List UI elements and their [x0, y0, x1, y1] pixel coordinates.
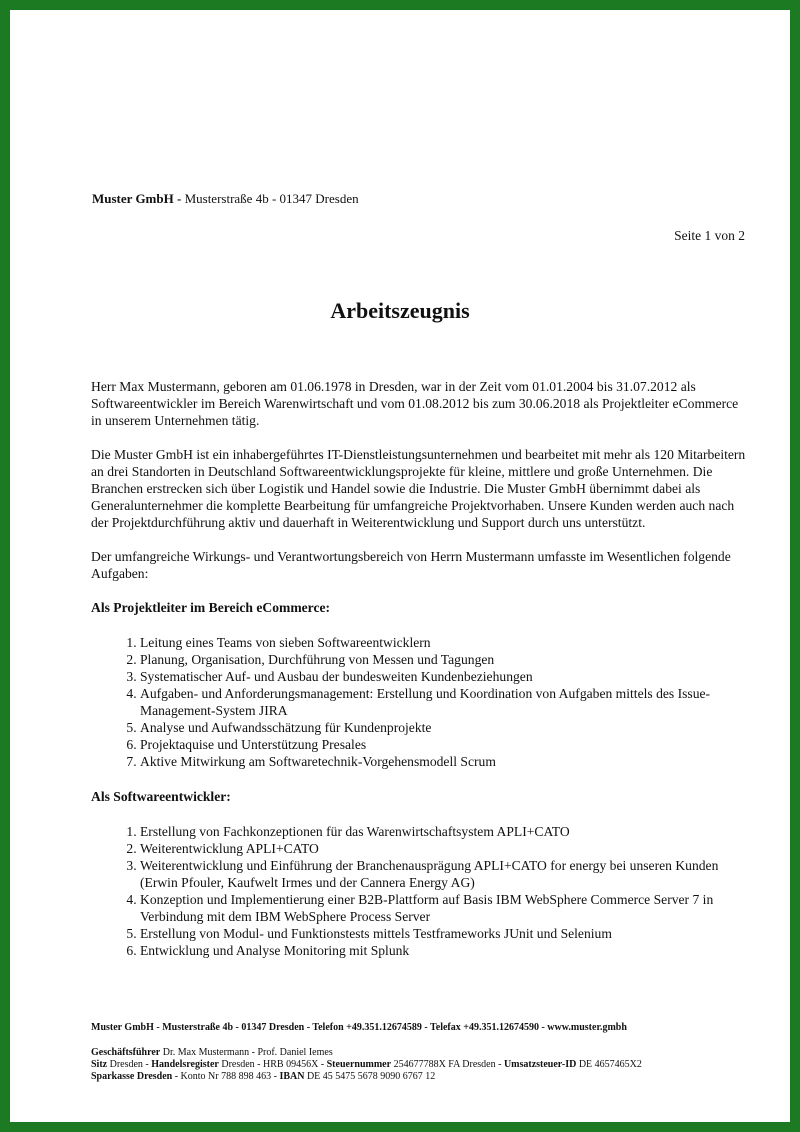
- sender-company: Muster GmbH: [92, 191, 174, 206]
- footer-label: Steuernummer: [326, 1059, 392, 1070]
- footer-bank-line: [91, 1071, 642, 1083]
- footer-value: DE 45 5475 5678 9090 6767 12: [304, 1071, 436, 1082]
- footer-label: Sitz: [91, 1059, 108, 1070]
- intro-paragraph: Herr Max Mustermann, geboren am 01.06.1978 in Dresden, war in der Zeit vom 01.01.2004 bis 31.07.2012 als Softwareentwickler im Bereich Warenwirtschaft und vom 01.08.2012 bis zum 30.06.2018 als Projektleiter eCommerce in unserem Unternehmen tätig.: [91, 379, 739, 428]
- footer-value: - Konto Nr 788 898 463 -: [172, 1071, 280, 1082]
- document-page: [10, 10, 790, 1122]
- list-item: 3. Weiterentwicklung und Einführung der Branchenausprägung APLI+CATO for energy bei unseren Kunden (Erwin Pfouler, Kaufwelt Irmes und der Cannera Energy AG): [140, 857, 746, 891]
- document-body: [91, 378, 746, 977]
- document-title: Arbeitszeugnis: [330, 298, 470, 323]
- footer-label: IBAN: [279, 1071, 305, 1082]
- list-item: 4. Aufgaben- und Anforderungsmanagement: Erstellung und Koordination von Aufgaben mittels des Issue-Management-System JIRA: [140, 685, 746, 719]
- list-item: 4. Konzeption und Implementierung einer B2B-Plattform auf Basis IBM WebSphere Commerce Server 7 in Verbindung mit dem IBM WebSphere Process Server: [140, 891, 746, 925]
- list-item: 7. Aktive Mitwirkung am Softwaretechnik-Vorgehensmodell Scrum: [140, 753, 746, 770]
- footer-value: Dresden -: [107, 1059, 152, 1070]
- company-paragraph: Die Muster GmbH ist ein inhabergeführtes IT-Dienstleistungsunternehmen und bearbeitet mit mehr als 120 Mitarbeitern an drei Standorten in Deutschland Softwareentwicklungsprojekte für kleine, mittlere und große Unternehmen. Die Branchen erstrecken sich über Logistik und Handel sowie die Industrie. Die Muster GmbH übernimmt dabei als Generalunternehmer die komplette Bearbeitung für umfangreiche Projektvorhaben. Unsere Kunden werden auch nach der Projektdurchführung aktiv und dauerhaft in Weiterentwicklung und Support durch uns unterstützt.: [91, 447, 746, 530]
- list-item: 5. Analyse und Aufwandsschätzung für Kundenprojekte: [140, 719, 746, 736]
- section-heading-softwareentwickler: Als Softwareentwickler:: [91, 789, 231, 804]
- footer-label: Sparkasse Dresden: [91, 1071, 173, 1082]
- list-item: 2. Weiterentwicklung APLI+CATO: [140, 840, 746, 857]
- list-item: 1. Erstellung von Fachkonzeptionen für das Warenwirtschaftsystem APLI+CATO: [140, 823, 746, 840]
- page-number: Seite 1 von 2: [674, 228, 745, 243]
- tasks-intro-paragraph: Der umfangreiche Wirkungs- und Verantwortungsbereich von Herrn Mustermann umfasste im Wesentlichen folgende Aufgaben:: [91, 549, 731, 581]
- footer-label: Handelsregister: [151, 1059, 219, 1070]
- list-item: 5. Erstellung von Modul- und Funktionstests mittels Testframeworks JUnit und Selenium: [140, 925, 746, 942]
- task-list-projektleiter: [91, 634, 746, 770]
- sender-address: Musterstraße 4b - 01347 Dresden: [184, 191, 359, 206]
- sender-line: [92, 191, 359, 207]
- list-item: 6. Projektaquise und Unterstützung Presales: [140, 736, 746, 753]
- footer-value: Dr. Max Mustermann - Prof. Daniel Iemes: [160, 1047, 333, 1058]
- footer-label: Umsatzsteuer-ID: [503, 1059, 577, 1070]
- footer-management-line: [91, 1047, 642, 1059]
- footer-legal-block: [91, 1047, 642, 1083]
- list-item: 3. Systematischer Auf- und Ausbau der bundesweiten Kundenbeziehungen: [140, 668, 746, 685]
- section-heading-projektleiter: Als Projektleiter im Bereich eCommerce:: [91, 600, 331, 615]
- footer-value: DE 4657465X2: [576, 1059, 642, 1070]
- footer-contact-line: Muster GmbH - Musterstraße 4b - 01347 Dresden - Telefon +49.351.12674589 - Telefax +49.351.12674590 - www.muster.gmbh: [91, 1022, 627, 1033]
- list-item: 1. Leitung eines Teams von sieben Softwareentwicklern: [140, 634, 746, 651]
- footer-value: Dresden - HRB 09456X -: [218, 1059, 327, 1070]
- footer-label: Geschäftsführer: [91, 1047, 161, 1058]
- list-item: 6. Entwicklung und Analyse Monitoring mit Splunk: [140, 942, 746, 959]
- footer-value: 254677788X FA Dresden -: [391, 1059, 504, 1070]
- footer-registry-line: [91, 1059, 642, 1071]
- task-list-softwareentwickler: [91, 823, 746, 959]
- sender-separator: -: [173, 191, 185, 206]
- list-item: 2. Planung, Organisation, Durchführung von Messen und Tagungen: [140, 651, 746, 668]
